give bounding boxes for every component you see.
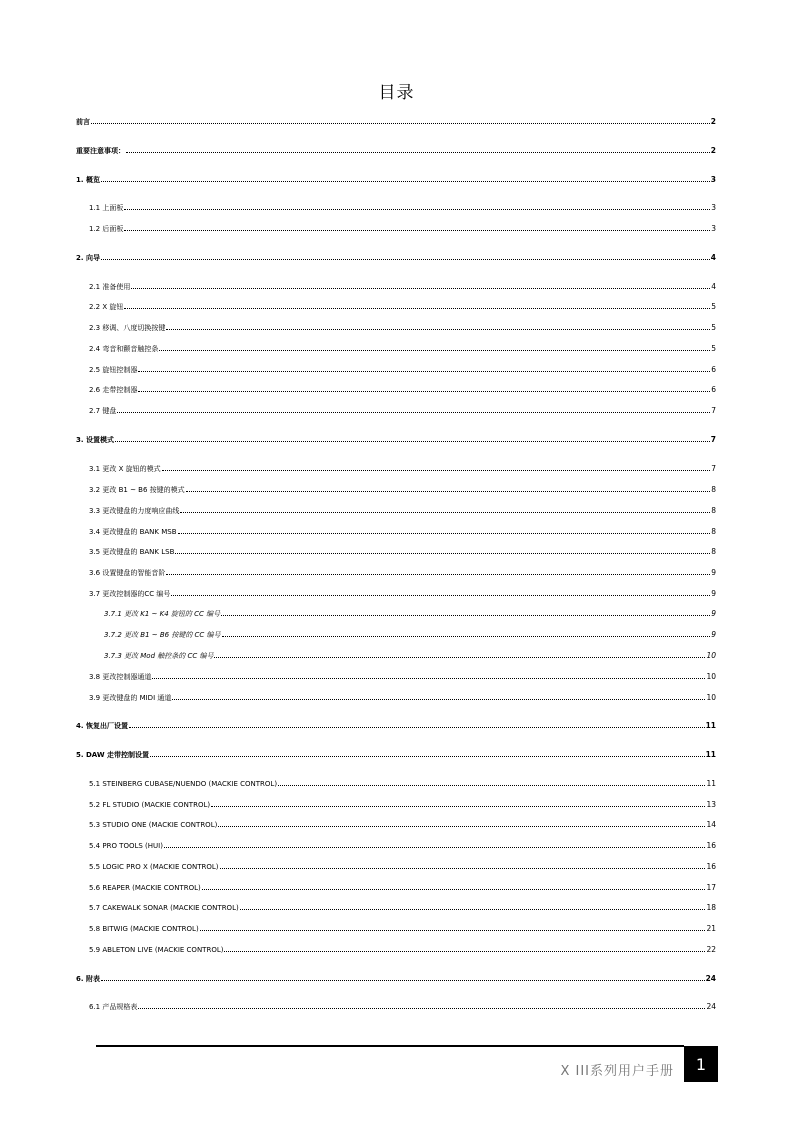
toc-entry-label: 2.3 移调、八度切换按键 bbox=[89, 324, 166, 332]
toc-entry[interactable] bbox=[76, 143, 716, 155]
toc-entry-label: 3.7.1 更改 K1 ~ K4 旋钮的 CC 编号 bbox=[104, 610, 221, 618]
toc-entry[interactable] bbox=[89, 482, 716, 494]
dot-leader bbox=[175, 553, 710, 554]
toc-entry[interactable] bbox=[104, 606, 716, 618]
dot-leader bbox=[240, 909, 706, 910]
dot-leader bbox=[164, 847, 705, 848]
toc-entry[interactable] bbox=[89, 669, 716, 681]
toc-entry[interactable] bbox=[76, 250, 716, 262]
toc-entry[interactable] bbox=[89, 503, 716, 515]
toc-entry-label: 5.4 PRO TOOLS (HUI) bbox=[89, 842, 163, 850]
toc-entry[interactable] bbox=[104, 648, 716, 660]
toc-entry-page: 9 bbox=[711, 568, 716, 577]
dot-leader bbox=[138, 391, 710, 392]
dot-leader bbox=[115, 441, 710, 442]
dot-leader bbox=[218, 826, 705, 827]
dot-leader bbox=[211, 806, 705, 807]
toc-entry[interactable] bbox=[89, 403, 716, 415]
toc-entry[interactable] bbox=[89, 690, 716, 702]
dot-leader bbox=[224, 951, 705, 952]
dot-leader bbox=[124, 308, 710, 309]
dot-leader bbox=[152, 678, 705, 679]
toc-entry-label: 5.5 LOGIC PRO X (MACKIE CONTROL) bbox=[89, 863, 219, 871]
toc-entry-label: 5.7 CAKEWALK SONAR (MACKIE CONTROL) bbox=[89, 904, 239, 912]
dot-leader bbox=[278, 785, 705, 786]
toc-entry-label: 2.2 X 旋钮 bbox=[89, 303, 124, 311]
dot-leader bbox=[214, 657, 705, 658]
toc-entry-page: 11 bbox=[705, 721, 716, 730]
toc-entry-page: 17 bbox=[706, 883, 716, 892]
dot-leader bbox=[171, 595, 710, 596]
dot-leader bbox=[220, 868, 706, 869]
toc-entry-label: 2.4 弯音和颤音触控条 bbox=[89, 345, 159, 353]
toc-entry-page: 10 bbox=[706, 672, 716, 681]
toc-entry-label: 3.7.3 更改 Mod 触控条的 CC 编号 bbox=[104, 652, 214, 660]
toc-entry[interactable] bbox=[76, 718, 716, 730]
toc-entry-page: 10 bbox=[706, 651, 716, 660]
toc-entry[interactable] bbox=[89, 341, 716, 353]
footer-manual-title: X III系列用户手册 bbox=[560, 1064, 674, 1079]
footer-divider bbox=[96, 1045, 684, 1047]
toc-entry-page: 11 bbox=[706, 779, 716, 788]
dot-leader bbox=[126, 152, 710, 153]
toc-entry-page: 18 bbox=[706, 903, 716, 912]
toc-entry-page: 9 bbox=[711, 630, 716, 639]
toc-entry-label: 1. 概览 bbox=[76, 176, 100, 184]
dot-leader bbox=[178, 533, 711, 534]
toc-entry-label: 3.2 更改 B1 ~ B6 按键的模式 bbox=[89, 486, 185, 494]
toc-entry-label: 3.9 更改键盘的 MIDI 通道 bbox=[89, 694, 172, 702]
dot-leader bbox=[200, 930, 706, 931]
toc-entry[interactable] bbox=[89, 461, 716, 473]
toc-entry[interactable] bbox=[89, 900, 716, 912]
toc-entry-page: 16 bbox=[706, 862, 716, 871]
dot-leader bbox=[101, 181, 710, 182]
dot-leader bbox=[101, 259, 710, 260]
dot-leader bbox=[91, 123, 710, 124]
toc-entry[interactable] bbox=[89, 838, 716, 850]
toc-entry-page: 3 bbox=[710, 175, 716, 184]
toc-entry-page: 9 bbox=[711, 609, 716, 618]
toc-entry[interactable] bbox=[89, 586, 716, 598]
toc-entry[interactable] bbox=[89, 279, 716, 291]
toc-entry-label: 3.5 更改键盘的 BANK LSB bbox=[89, 548, 175, 556]
toc-entry[interactable] bbox=[89, 880, 716, 892]
toc-entry-page: 8 bbox=[711, 506, 716, 515]
toc-entry-page: 8 bbox=[711, 527, 716, 536]
page-number: 1 bbox=[684, 1046, 718, 1082]
toc-entry[interactable] bbox=[76, 432, 716, 444]
dot-leader bbox=[221, 615, 710, 616]
toc-entry-page: 3 bbox=[711, 224, 716, 233]
toc-entry-label: 6.1 产品规格表 bbox=[89, 1003, 138, 1011]
toc-entry-page: 7 bbox=[710, 435, 716, 444]
dot-leader bbox=[138, 1008, 705, 1009]
toc-entry-page: 3 bbox=[711, 203, 716, 212]
toc-entry[interactable] bbox=[89, 320, 716, 332]
toc-entry-label: 5. DAW 走带控制设置 bbox=[76, 751, 150, 759]
toc-entry-page: 22 bbox=[706, 945, 716, 954]
toc-entry-label: 3. 设置模式 bbox=[76, 436, 114, 444]
toc-entry-label: 3.1 更改 X 旋钮的模式 bbox=[89, 465, 161, 473]
toc-entry-label: 2.6 走带控制器 bbox=[89, 386, 138, 394]
toc-entry-page: 4 bbox=[710, 253, 716, 262]
toc-entry-label: 5.9 ABLETON LIVE (MACKIE CONTROL) bbox=[89, 946, 224, 954]
toc-entry[interactable] bbox=[89, 859, 716, 871]
dot-leader bbox=[186, 491, 711, 492]
toc-entry-label: 3.8 更改控制器通道 bbox=[89, 673, 152, 681]
dot-leader bbox=[166, 329, 710, 330]
toc-entry-page: 21 bbox=[706, 924, 716, 933]
dot-leader bbox=[222, 636, 711, 637]
toc-entry[interactable] bbox=[89, 942, 716, 954]
toc-entry-page: 24 bbox=[705, 974, 716, 983]
toc-entry-label: 3.6 设置键盘的智能音阶 bbox=[89, 569, 166, 577]
toc-entry-page: 5 bbox=[711, 302, 716, 311]
toc-entry-page: 16 bbox=[706, 841, 716, 850]
toc-entry[interactable] bbox=[89, 544, 716, 556]
dot-leader bbox=[202, 889, 706, 890]
toc-entry[interactable] bbox=[89, 797, 716, 809]
toc-entry-label: 6. 附表 bbox=[76, 975, 100, 983]
toc-entry[interactable] bbox=[89, 776, 716, 788]
toc-entry-label: 重要注意事项： bbox=[76, 147, 125, 155]
toc-entry-page: 2 bbox=[710, 117, 716, 126]
dot-leader bbox=[101, 980, 705, 981]
dot-leader bbox=[172, 699, 705, 700]
toc-entry-label: 4. 恢复出厂设置 bbox=[76, 722, 128, 730]
dot-leader bbox=[159, 350, 710, 351]
toc-entry-page: 6 bbox=[711, 385, 716, 394]
dot-leader bbox=[166, 574, 710, 575]
toc-entry[interactable] bbox=[89, 200, 716, 212]
toc-entry-label: 3.3 更改键盘的力度响应曲线 bbox=[89, 507, 180, 515]
dot-leader bbox=[150, 756, 705, 757]
toc-entry-page: 5 bbox=[711, 344, 716, 353]
toc-entry-page: 7 bbox=[711, 464, 716, 473]
toc-entry[interactable] bbox=[76, 172, 716, 184]
toc-entry[interactable] bbox=[104, 627, 716, 639]
dot-leader bbox=[129, 727, 705, 728]
toc-entry[interactable] bbox=[89, 299, 716, 311]
dot-leader bbox=[131, 288, 710, 289]
dot-leader bbox=[180, 512, 710, 513]
toc-entry-label: 5.6 REAPER (MACKIE CONTROL) bbox=[89, 884, 201, 892]
toc-entry-page: 4 bbox=[711, 282, 716, 291]
dot-leader bbox=[124, 209, 710, 210]
toc-entry-page: 8 bbox=[711, 485, 716, 494]
toc-entry-page: 24 bbox=[706, 1002, 716, 1011]
toc-entry-label: 1.2 后面板 bbox=[89, 225, 124, 233]
dot-leader bbox=[124, 230, 710, 231]
toc-entry[interactable] bbox=[76, 747, 716, 759]
toc-entry[interactable] bbox=[76, 114, 716, 126]
dot-leader bbox=[162, 470, 711, 471]
toc-entry-page: 7 bbox=[711, 406, 716, 415]
toc-entry[interactable] bbox=[89, 524, 716, 536]
toc-entry-page: 9 bbox=[711, 589, 716, 598]
toc-entry-page: 11 bbox=[705, 750, 716, 759]
toc-entry[interactable] bbox=[89, 221, 716, 233]
dot-leader bbox=[117, 412, 710, 413]
toc-entry[interactable] bbox=[89, 817, 716, 829]
toc-entry-page: 13 bbox=[706, 800, 716, 809]
page-title: 目录 bbox=[378, 83, 415, 103]
toc-entry-label: 5.2 FL STUDIO (MACKIE CONTROL) bbox=[89, 801, 211, 809]
toc-entry-page: 6 bbox=[711, 365, 716, 374]
toc-entry-label: 3.7.2 更改 B1 ~ B6 按键的 CC 编号 bbox=[104, 631, 221, 639]
toc-entry-page: 5 bbox=[711, 323, 716, 332]
toc-entry-label: 5.8 BITWIG (MACKIE CONTROL) bbox=[89, 925, 199, 933]
toc-entry-page: 10 bbox=[706, 693, 716, 702]
toc-entry[interactable] bbox=[89, 362, 716, 374]
toc-entry-label: 前言 bbox=[76, 118, 90, 126]
toc-entry-label: 2.1 准备使用 bbox=[89, 283, 131, 291]
dot-leader bbox=[138, 371, 710, 372]
toc-entry-label: 2.7 键盘 bbox=[89, 407, 117, 415]
toc-entry-page: 8 bbox=[711, 547, 716, 556]
toc-entry[interactable] bbox=[89, 921, 716, 933]
toc-entry[interactable] bbox=[89, 565, 716, 577]
toc-entry-label: 1.1 上面板 bbox=[89, 204, 124, 212]
toc-entry-label: 3.4 更改键盘的 BANK MSB bbox=[89, 528, 177, 536]
toc-entry-label: 3.7 更改控制器的CC 编号 bbox=[89, 590, 171, 598]
toc-entry-label: 2. 向导 bbox=[76, 254, 100, 262]
toc-entry[interactable] bbox=[89, 382, 716, 394]
toc-entry-page: 2 bbox=[710, 146, 716, 155]
toc-entry[interactable] bbox=[76, 971, 716, 983]
toc-entry-page: 14 bbox=[706, 820, 716, 829]
toc-entry-label: 2.5 旋钮控制器 bbox=[89, 366, 138, 374]
toc-entry-label: 5.1 STEINBERG CUBASE/NUENDO (MACKIE CONTROL) bbox=[89, 780, 278, 788]
toc-entry[interactable] bbox=[89, 999, 716, 1011]
toc-entry-label: 5.3 STUDIO ONE (MACKIE CONTROL) bbox=[89, 821, 218, 829]
